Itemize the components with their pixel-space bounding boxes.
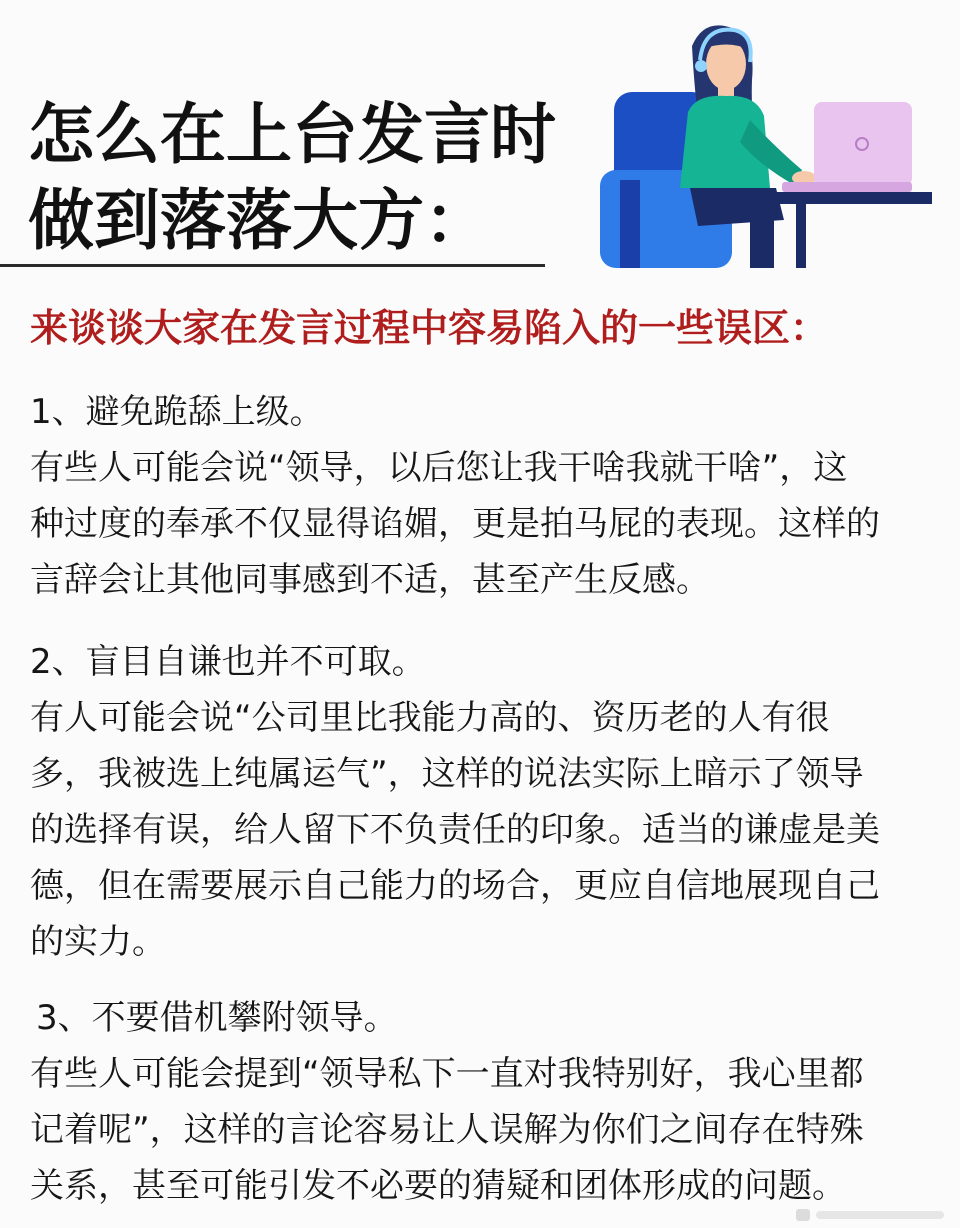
tip-section-2 bbox=[30, 634, 940, 970]
woman-at-laptop-illustration bbox=[600, 20, 932, 268]
tip-heading: 1、避免跪舔上级。 bbox=[30, 392, 324, 432]
page-title-line-1: 怎么在上台发言时 bbox=[28, 96, 556, 173]
tip-text-line: 有些人可能会提到“领导私下一直对我特别好，我心里都 bbox=[30, 1054, 864, 1094]
tip-text-line: 的选择有误，给人留下不负责任的印象。适当的谦虚是美 bbox=[30, 810, 880, 850]
tip-text-line: 多，我被选上纯属运气”，这样的说法实际上暗示了领导 bbox=[30, 754, 864, 794]
tip-text-line: 的实力。 bbox=[30, 922, 166, 962]
tip-section-3 bbox=[30, 990, 946, 1214]
title-underline bbox=[0, 264, 545, 267]
page-title-line-2: 做到落落大方： bbox=[28, 182, 490, 259]
tip-text-line: 言辞会让其他同事感到不适，甚至产生反感。 bbox=[30, 560, 710, 600]
section-intro: 来谈谈大家在发言过程中容易陷入的一些误区： bbox=[30, 306, 829, 350]
tip-heading: 2、盲目自谦也并不可取。 bbox=[30, 642, 426, 682]
tip-heading: 3、不要借机攀附领导。 bbox=[36, 998, 398, 1038]
tip-text-line: 关系，甚至可能引发不必要的猜疑和团体形成的问题。 bbox=[30, 1166, 846, 1206]
tip-text-line: 德，但在需要展示自己能力的场合，更应自信地展现自己 bbox=[30, 866, 880, 906]
tip-text-line: 有人可能会说“公司里比我能力高的、资历老的人有很 bbox=[30, 698, 830, 738]
tip-text-line: 有些人可能会说“领导，以后您让我干啥我就干啥”，这 bbox=[30, 448, 848, 488]
watermark-logo bbox=[796, 1208, 946, 1222]
tip-text-line: 记着呢”，这样的言论容易让人误解为你们之间存在特殊 bbox=[30, 1110, 864, 1150]
tip-text-line: 种过度的奉承不仅显得谄媚，更是拍马屁的表现。这样的 bbox=[30, 504, 880, 544]
tip-section-1 bbox=[30, 384, 940, 608]
